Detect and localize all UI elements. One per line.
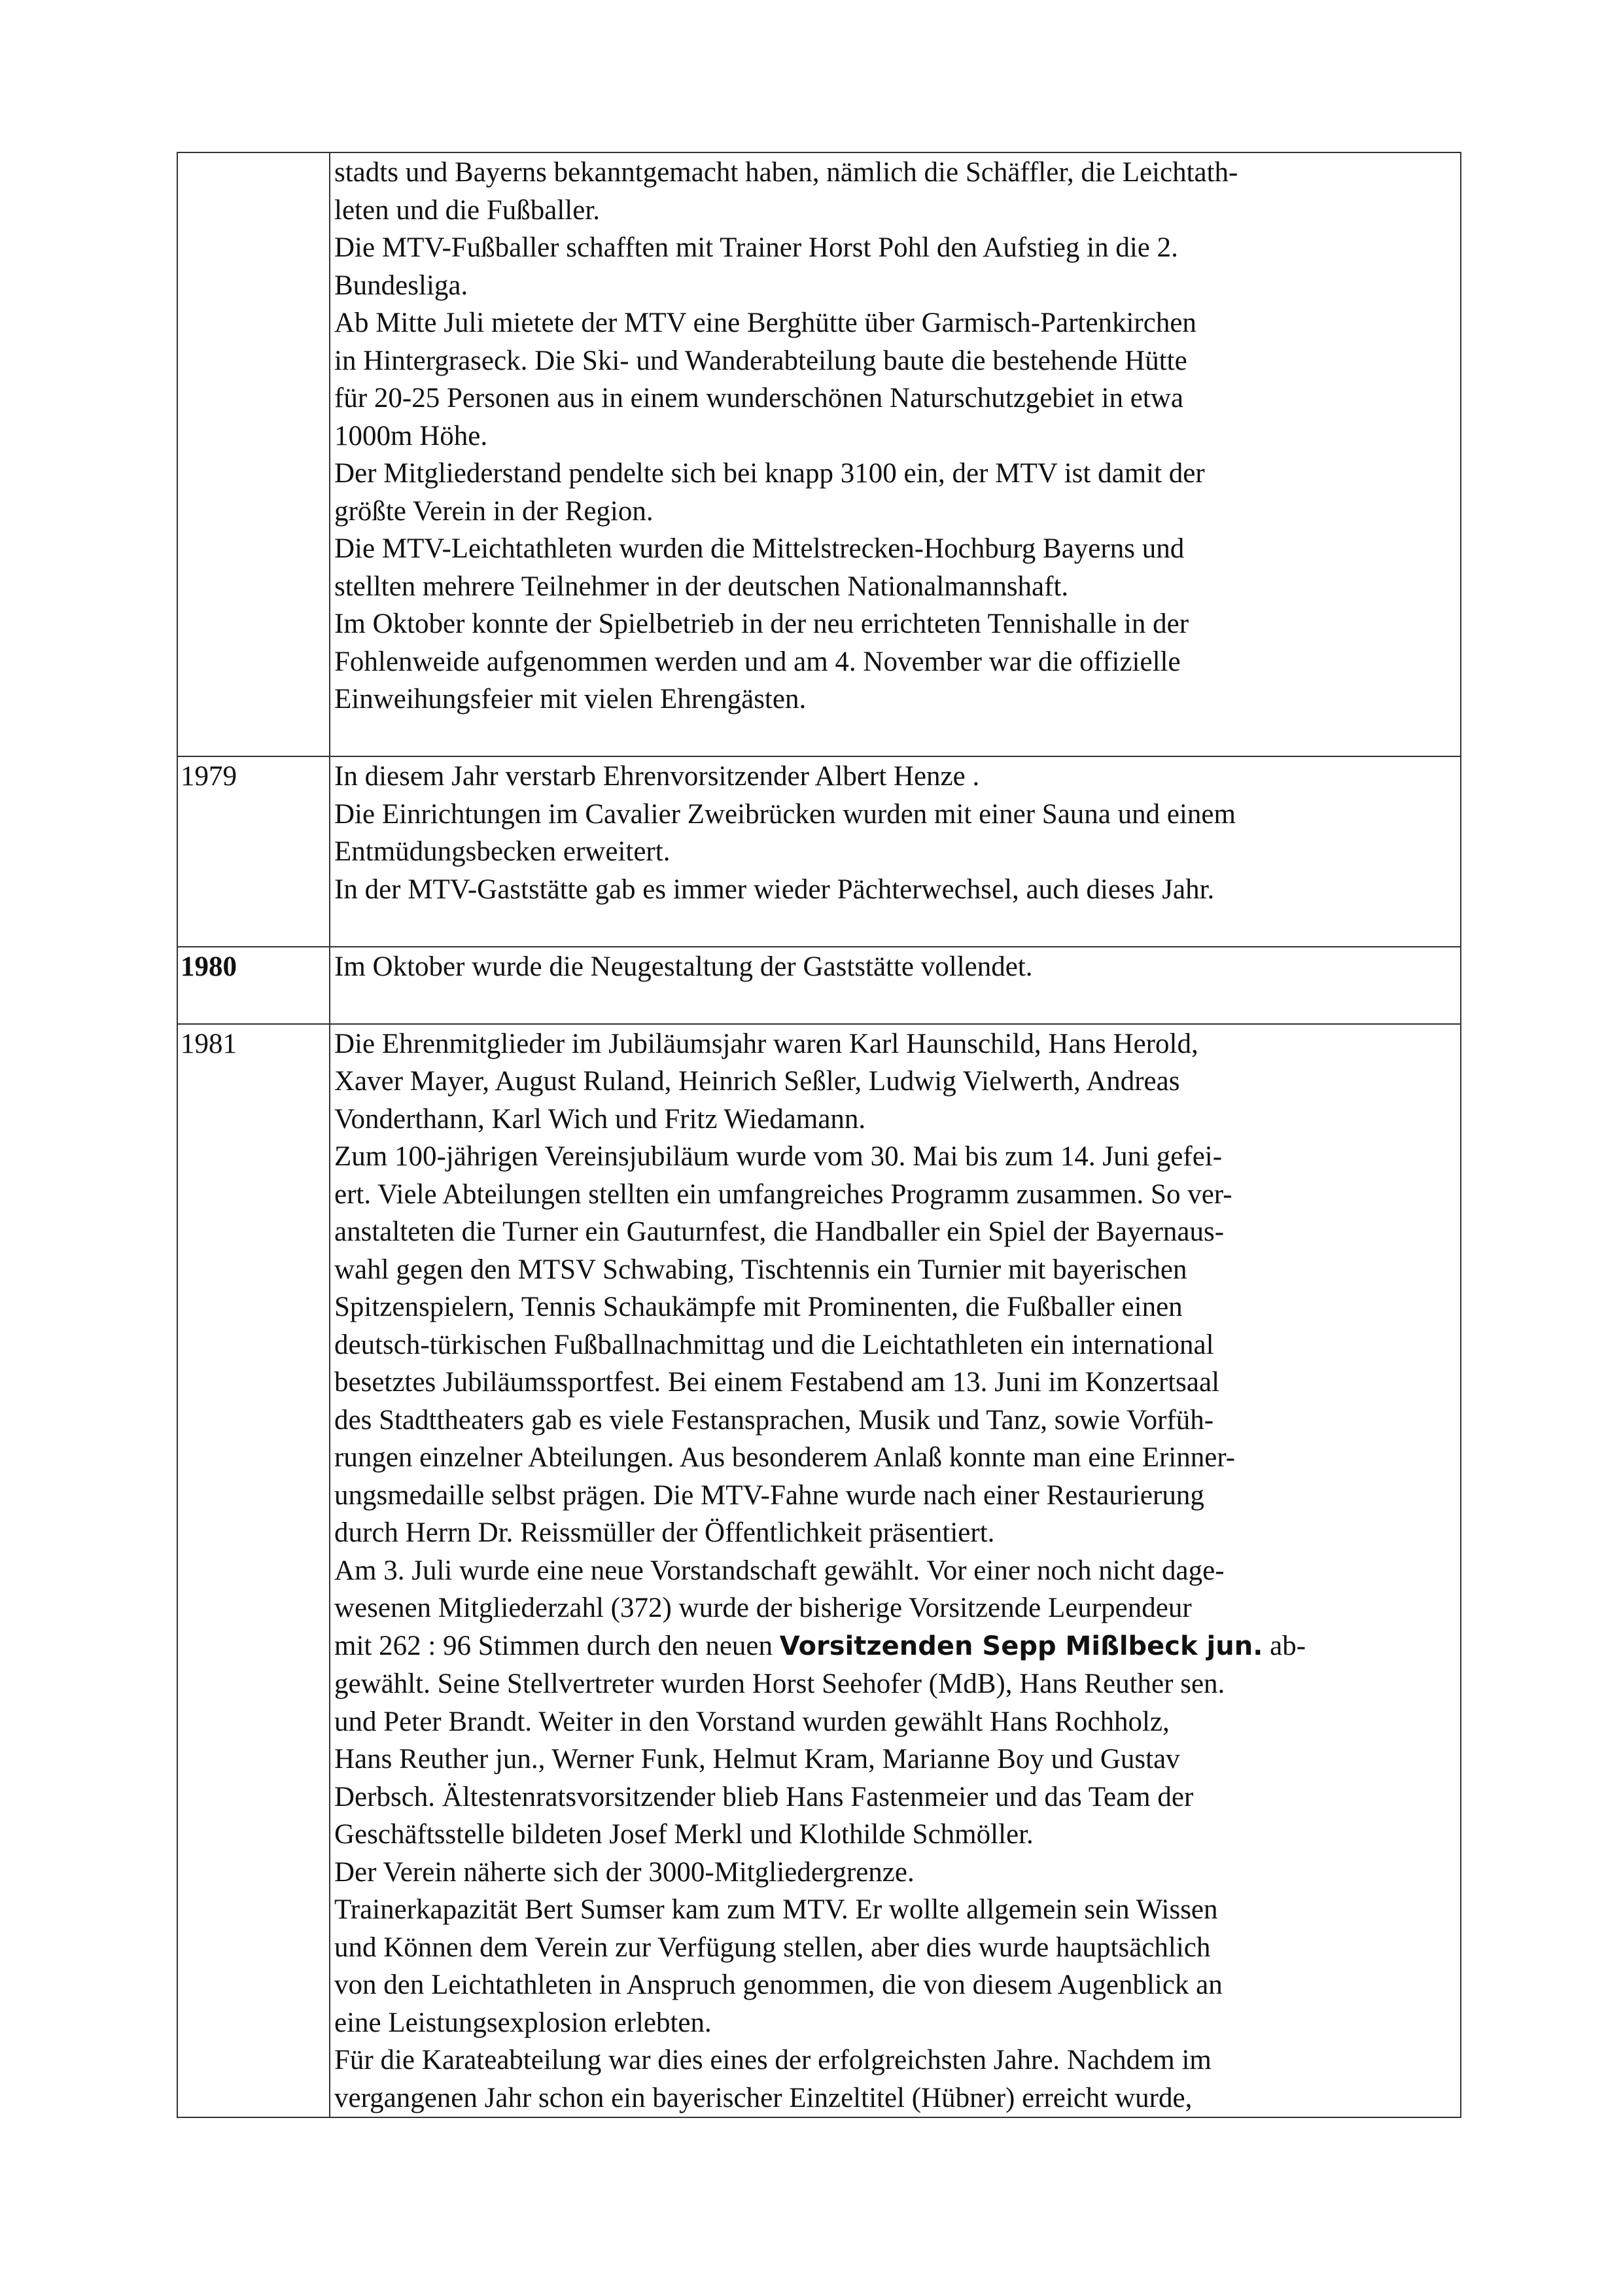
text-line: wahl gegen den MTSV Schwabing, Tischtennis ein Turnier mit bayerischen [334,1254,1187,1285]
text-line-mixed [334,1627,1460,1666]
text-line: Zum 100-jährigen Vereinsjubiläum wurde vom 30. Mai bis zum 14. Juni gefei- [334,1141,1223,1172]
table-row [177,947,1461,1024]
text-segment: ab- [1263,1630,1306,1661]
text-cell [330,1024,1461,2118]
text-line: Am 3. Juli wurde eine neue Vorstandschaft gewählt. Vor einer noch nicht dage- [334,1555,1225,1586]
text-line: Ab Mitte Juli mietete der MTV eine Berghütte über Garmisch-Partenkirchen [334,308,1196,338]
text-cell [330,152,1461,756]
text-line: Die MTV-Leichtathleten wurden die Mittelstrecken-Hochburg Bayerns und [334,533,1185,564]
text-line: deutsch-türkischen Fußballnachmittag und die Leichtathleten ein international [334,1329,1214,1360]
spacer [334,718,1460,756]
year-cell: 1979 [177,756,330,947]
spacer [334,985,1460,1023]
text-line: Fohlenweide aufgenommen werden und am 4. November war die offizielle [334,646,1181,677]
text-line: und Können dem Verein zur Verfügung stellen, aber dies wurde hauptsächlich [334,1932,1211,1963]
text-line: für 20-25 Personen aus in einem wunderschönen Naturschutzgebiet in etwa [334,383,1183,414]
text-line: eine Leistungsexplosion erlebten. [334,2007,712,2038]
text-line: besetztes Jubiläumssportfest. Bei einem Festabend am 13. Juni im Konzertsaal [334,1367,1220,1398]
text-cell [330,947,1461,1024]
text-line: von den Leichtathleten in Anspruch genommen, die von diesem Augenblick an [334,1969,1223,2000]
text-line: gewählt. Seine Stellvertreter wurden Horst Seehofer (MdB), Hans Reuther sen. [334,1669,1225,1699]
text-line: Die Einrichtungen im Cavalier Zweibrücken wurden mit einer Sauna und einem [334,798,1236,830]
text-segment: mit 262 : 96 Stimmen durch den neuen [334,1630,780,1661]
text-line: Entmüdungsbecken erweitert. [334,836,671,867]
text-line: Trainerkapazität Bert Sumser kam zum MTV. Er wollte allgemein sein Wissen [334,1894,1218,1925]
text-line: In der MTV-Gaststätte gab es immer wieder Pächterwechsel, auch dieses Jahr. [334,874,1215,905]
text-line: Einweihungsfeier mit vielen Ehrengästen. [334,684,807,715]
text-line: Die MTV-Fußballer schafften mit Trainer Horst Pohl den Aufstieg in die 2. [334,232,1178,263]
text-line: leten und die Fußballer. [334,194,601,226]
document-page [177,152,1460,2118]
text-line: größte Verein in der Region. [334,495,654,527]
text-line: Xaver Mayer, August Ruland, Heinrich Seßler, Ludwig Vielwerth, Andreas [334,1066,1180,1097]
chronicle-table [177,152,1461,2118]
text-line: wesenen Mitgliederzahl (372) wurde der bisherige Vorsitzende Leurpendeur [334,1593,1192,1623]
text-line: Derbsch. Ältestenratsvorsitzender blieb Hans Fastenmeier und das Team der [334,1781,1194,1812]
text-line: Für die Karateabteilung war dies eines der erfolgreichsten Jahre. Nachdem im [334,2045,1212,2075]
text-line: In diesem Jahr verstarb Ehrenvorsitzender Albert Henze . [334,761,980,792]
text-line: vergangenen Jahr schon ein bayerischer Einzeltitel (Hübner) erreicht wurde, [334,2082,1193,2113]
year-cell [177,152,330,756]
text-line: Geschäftsstelle bildeten Josef Merkl und Klothilde Schmöller. [334,1819,1034,1850]
text-line: Hans Reuther jun., Werner Funk, Helmut Kram, Marianne Boy und Gustav [334,1744,1180,1775]
text-line: Der Verein näherte sich der 3000-Mitgliedergrenze. [334,1856,915,1888]
text-line: rungen einzelner Abteilungen. Aus besonderem Anlaß konnte man eine Erinner- [334,1442,1236,1473]
table-row [177,1024,1461,2118]
text-line: stadts und Bayerns bekanntgemacht haben, nämlich die Schäffler, die Leichtath- [334,157,1238,188]
text-line: Der Mitgliederstand pendelte sich bei knapp 3100 ein, der MTV ist damit der [334,458,1205,489]
text-line: Bundesliga. [334,270,468,301]
text-line: Im Oktober wurde die Neugestaltung der Gaststätte vollendet. [334,951,1033,982]
text-line: ungsmedaille selbst prägen. Die MTV-Fahne wurde nach einer Restaurierung [334,1479,1204,1511]
spacer [334,908,1460,946]
text-line: ert. Viele Abteilungen stellten ein umfangreiches Programm zusammen. So ver- [334,1178,1232,1210]
table-row [177,756,1461,947]
text-line: anstalteten die Turner ein Gauturnfest, die Handballer ein Spiel der Bayernaus- [334,1216,1225,1247]
text-line: in Hintergraseck. Die Ski- und Wanderabteilung baute die bestehende Hütte [334,345,1187,376]
text-line: durch Herrn Dr. Reissmüller der Öffentlichkeit präsentiert. [334,1517,995,1548]
text-line: und Peter Brandt. Weiter in den Vorstand wurden gewählt Hans Rochholz, [334,1706,1170,1737]
text-cell [330,756,1461,947]
year-cell: 1980 [177,947,330,1024]
text-line: Im Oktober konnte der Spielbetrieb in der neu errichteten Tennishalle in der [334,609,1189,639]
bold-text: Vorsitzenden Sepp Mißlbeck jun. [779,1631,1263,1661]
year-cell: 1981 [177,1024,330,2118]
text-line: Vonderthann, Karl Wich und Fritz Wiedamann. [334,1103,866,1135]
text-line: des Stadttheaters gab es viele Festansprachen, Musik und Tanz, sowie Vorfüh- [334,1404,1214,1436]
text-line: Die Ehrenmitglieder im Jubiläumsjahr waren Karl Haunschild, Hans Herold, [334,1028,1198,1059]
text-line: Spitzenspielern, Tennis Schaukämpfe mit Prominenten, die Fußballer einen [334,1292,1183,1322]
text-line: stellten mehrere Teilnehmer in der deutschen Nationalmannshaft. [334,571,1069,602]
table-row [177,152,1461,756]
text-line: 1000m Höhe. [334,420,488,451]
